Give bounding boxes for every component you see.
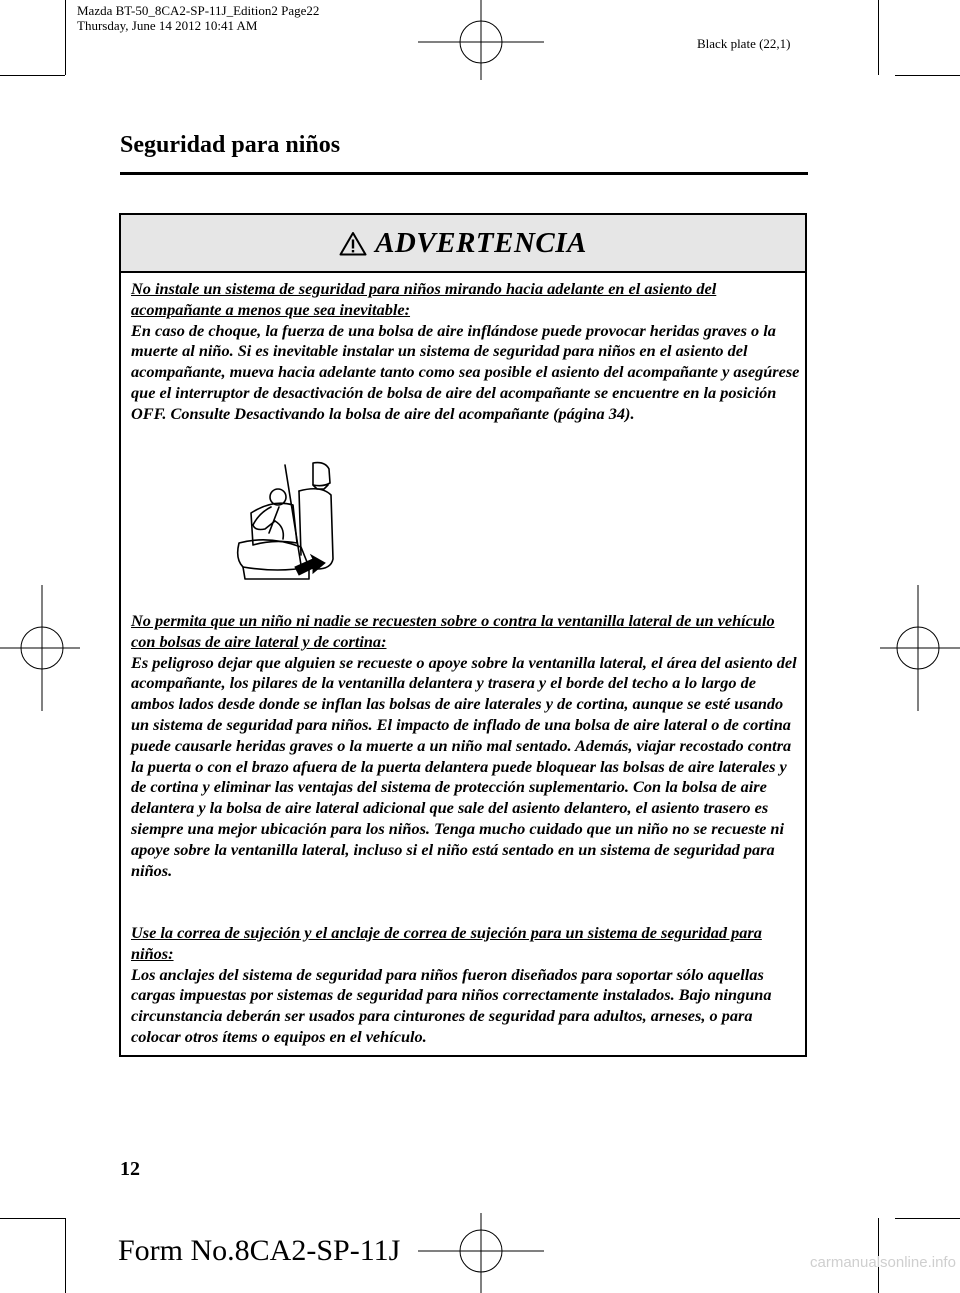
registration-mark-top: [418, 0, 544, 80]
crop-mark: [895, 75, 960, 76]
warning-title: ADVERTENCIA: [375, 226, 587, 259]
warning-box: [119, 213, 807, 1057]
crop-mark: [0, 75, 65, 76]
registration-mark-bottom: [418, 1213, 544, 1293]
crop-mark: [878, 0, 879, 75]
form-number: Form No.8CA2-SP-11J: [118, 1234, 401, 1267]
paragraph-heading: No instale un sistema de seguridad para niños mirando hacia adelante en el asiento del acompañante a menos que sea inevitable:: [131, 279, 717, 319]
child-seat-illustration: [229, 455, 341, 585]
registration-mark-right: [880, 585, 960, 711]
warning-paragraph: [131, 611, 801, 881]
watermark[interactable]: carmanualsonline.info: [810, 1254, 956, 1271]
registration-mark-left: [0, 585, 80, 711]
page-number: 12: [120, 1158, 140, 1180]
warning-paragraph: [131, 923, 801, 1048]
plate-info: Black plate (22,1): [697, 36, 791, 51]
paragraph-body: Es peligroso dejar que alguien se recueste o apoye sobre la ventanilla lateral, el área del asiento del acompañante, los pilares de la ventanilla delantera y trasera y el borde del techo a lo largo de ambos lados desde donde se inflan las bolsas de aire laterales y de cortina, aunque se esté usando un sistema de seguridad para niños. El impacto de inflado de una bolsa de aire lateral o de cortina puede causarle heridas graves o la muerte a un niño mal sentado. Además, viajar recostado contra la puerta o con el brazo afuera de la puerta delantera puede bloquear las bolsas de aire laterales y de cortina y eliminar las ventajas del sistema de protección suplementario. Con la bolsa de aire delantera y la bolsa de aire lateral adicional que sale del asiento delantero, el asiento trasero es siempre una mejor ubicación para los niños. Tenga mucho cuidado que un niño no se recueste ni apoye sobre la ventanilla lateral, incluso si el niño está sentado en un sistema de seguridad para niños.: [131, 652, 797, 880]
crop-mark: [65, 0, 66, 75]
crop-mark: [895, 1218, 960, 1219]
crop-mark: [0, 1218, 65, 1219]
section-title: Seguridad para niños: [120, 132, 341, 158]
crop-mark: [65, 1218, 66, 1293]
section-rule: [120, 172, 808, 175]
warning-paragraph: [131, 279, 801, 425]
paragraph-heading: Use la correa de sujeción y el anclaje de correa de sujeción para un sistema de seguridad para niños:: [131, 923, 762, 963]
print-date-info: Thursday, June 14 2012 10:41 AM: [77, 18, 258, 33]
paragraph-body: En caso de choque, la fuerza de una bolsa de aire inflándose puede provocar heridas graves o la muerte al niño. Si es inevitable instalar un sistema de seguridad para niños en el asiento del acompañante, mueva hacia adelante tanto como sea posible el asiento del acompañante y asegúrese que el interruptor de desactivación de bolsa de aire del acompañante se encuentre en la posición OFF. Consulte Desactivando la bolsa de aire del acompañante (página 34).: [131, 320, 800, 423]
paragraph-heading: No permita que un niño ni nadie se recuesten sobre o contra la ventanilla lateral de un vehículo con bolsas de aire lateral y de cortina:: [131, 611, 775, 651]
warning-triangle-icon: [339, 231, 367, 256]
paragraph-body: Los anclajes del sistema de seguridad para niños fueron diseñados para soportar sólo aquellas cargas impuestas por sistemas de seguridad para niños correctamente instalados. Bajo ninguna circunstancia deberán ser usados para cinturones de seguridad para adultos, arneses, o para colocar otros ítems o equipos en el vehículo.: [131, 964, 772, 1046]
warning-header: [121, 215, 805, 273]
print-file-info: Mazda BT-50_8CA2-SP-11J_Edition2 Page22: [77, 3, 320, 18]
